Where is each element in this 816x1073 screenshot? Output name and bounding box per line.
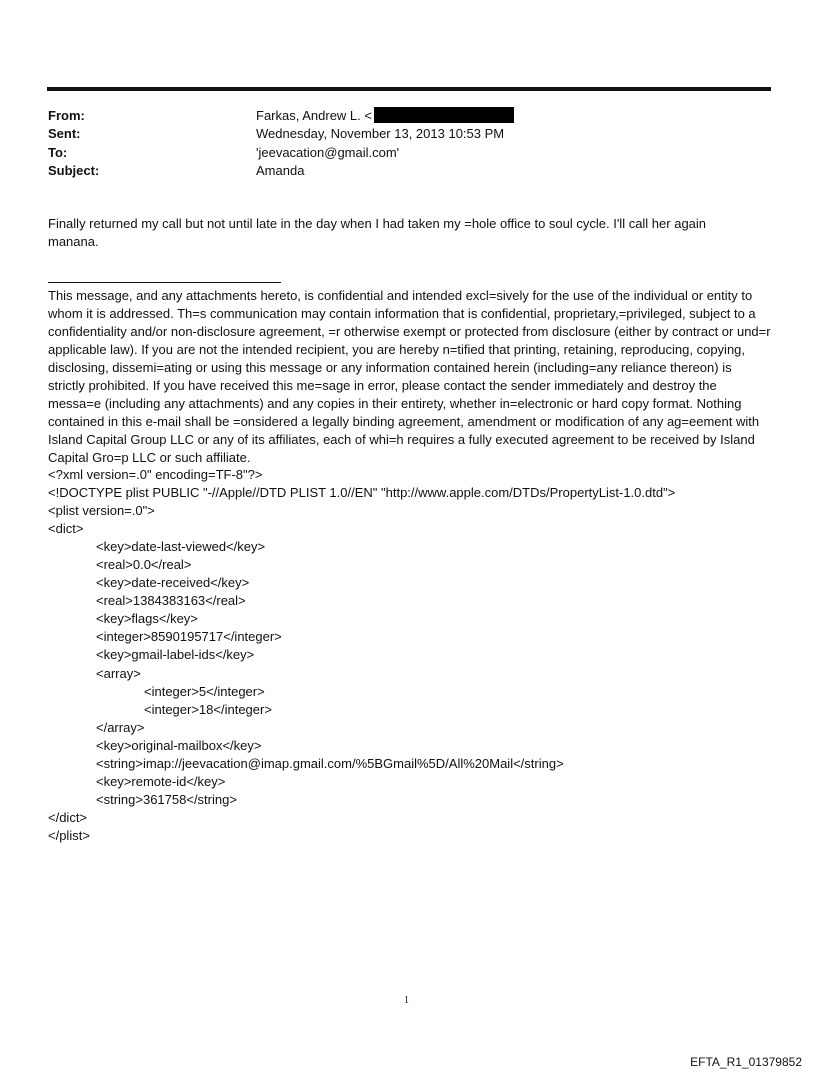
xml-line: <integer>18</integer> [144, 701, 272, 717]
bates-stamp: EFTA_R1_01379852 [690, 1055, 802, 1069]
xml-line: <array> [96, 665, 141, 681]
disclaimer-separator [48, 282, 281, 283]
xml-line: <real>1384383163</real> [96, 593, 246, 609]
xml-line: <real>0.0</real> [96, 557, 192, 573]
xml-line: <string>imap://jeevacation@imap.gmail.com/%5BGmail%5D/All%20Mail</string> [96, 755, 564, 771]
xml-line: <key>remote-id</key> [96, 773, 226, 789]
xml-line: <string>361758</string> [96, 791, 237, 807]
sent-label: Sent: [48, 126, 81, 142]
subject-value: Amanda [256, 162, 305, 178]
header-rule [47, 87, 771, 91]
xml-line: </array> [96, 719, 145, 735]
xml-line: <key>gmail-label-ids</key> [96, 647, 255, 663]
from-label: From: [48, 108, 85, 123]
sent-value: Wednesday, November 13, 2013 10:53 PM [256, 126, 505, 142]
plist-xml-block [48, 466, 675, 845]
xml-line: <integer>5</integer> [144, 683, 265, 699]
xml-line: <key>date-last-viewed</key> [96, 539, 266, 555]
to-value: 'jeevacation@gmail.com' [256, 144, 400, 160]
from-value: Farkas, Andrew L. < [256, 108, 372, 123]
disclaimer-text: This message, and any attachments hereto, is confidential and intended excl=sively for the use of the individual or entity to whom it is addressed. Th=s communication may contain information that is confidential, proprietary,=privileged, subject to a confidentiality and/or non-disclosure agreement, =r otherwise exempt or protected from disclosure (either by contract or und=r applicable law). If you are not the intended recipient, you are hereby n=tified that printing, retaining, reproducing, copying, disclosing, dissemi=ating or using this message or any information contained herein (including=any reliance thereon) is strictly prohibited. If you have received this me=sage in error, please contact the sender immediately and destroy the messa=e (including any attachments) and any copies in their entirety, whether in=electronic or hard copy format. Nothing contained in this e-mail shall be =onsidered a legally binding agreement, amendment or modification of any ag=eement with Island Capital Group LLC or any of its affiliates, each of whi=h requires a fully executed agreement to be received by Island Capital Gro=p LLC or such affiliate. [48, 288, 771, 465]
subject-label: Subject: [48, 162, 100, 178]
xml-line: </plist> [48, 827, 90, 843]
xml-line: </dict> [48, 809, 88, 825]
to-label: To: [48, 144, 68, 160]
page-number: 1 [404, 995, 409, 1006]
xml-line: <key>date-received</key> [96, 575, 250, 591]
xml-line: <dict> [48, 521, 84, 537]
xml-line: <key>original-mailbox</key> [96, 737, 262, 753]
xml-line: <?xml version=.0" encoding=TF-8"?> [48, 467, 263, 482]
xml-line: <!DOCTYPE plist PUBLIC "-//Apple//DTD PLIST 1.0//EN" "http://www.apple.com/DTDs/PropertyList-1.0.dtd"> [48, 485, 676, 501]
xml-line: <plist version=.0"> [48, 503, 155, 519]
email-body: Finally returned my call but not until late in the day when I had taken my =hole office to soul cycle. I'll call her again manana. [48, 216, 707, 249]
xml-line: <integer>8590195717</integer> [96, 629, 282, 645]
redaction-box [374, 107, 514, 123]
xml-line: <key>flags</key> [96, 611, 198, 627]
